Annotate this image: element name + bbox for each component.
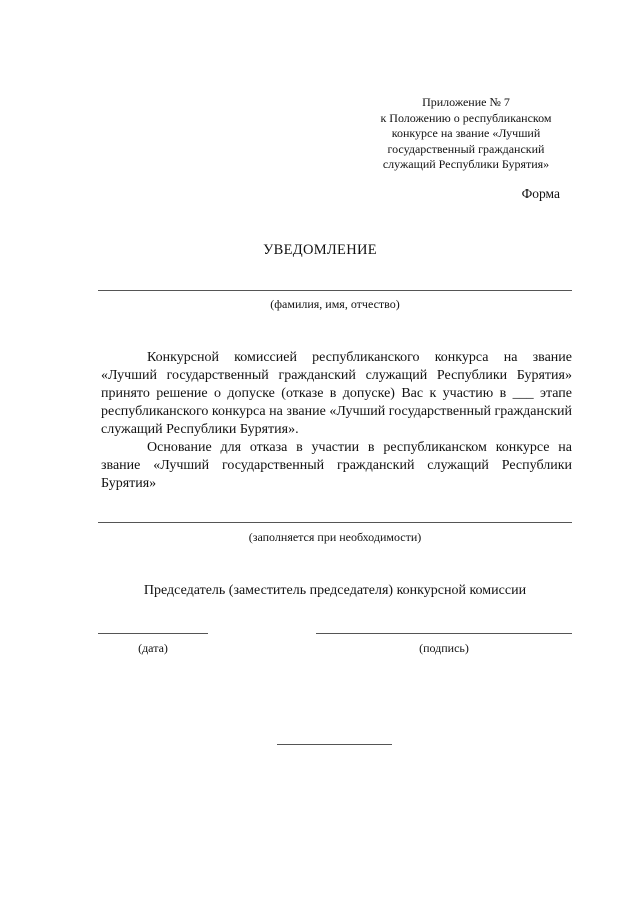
page-end-line xyxy=(277,744,392,745)
appendix-number: Приложение № 7 xyxy=(422,95,510,109)
date-caption: (дата) xyxy=(138,641,168,655)
decision-paragraph: Конкурсной комиссией республиканского конкурса на звание «Лучший государственный гражданский служащий Республики Бурятия» принято решение о допуске (отказе в допуске) Вас к участию в ___ этапе республиканского конкурса на звание «Лучший государственный гражданский служащий Республики Бурятия». xyxy=(101,350,572,437)
fio-caption: (фамилия, имя, отчество) xyxy=(270,297,400,311)
appendix-line: к Положению о республиканском xyxy=(380,110,552,125)
date-line xyxy=(98,633,208,634)
refusal-reason-paragraph: Основание для отказа в участии в республиканском конкурсе на звание «Лучший государственный гражданский служащий Республики Бурятия» xyxy=(101,440,572,491)
fio-line xyxy=(98,290,572,291)
appendix-block xyxy=(352,95,580,173)
signature-caption: (подпись) xyxy=(419,641,469,655)
document-title: УВЕДОМЛЕНИЕ xyxy=(263,242,377,258)
appendix-line: конкурсе на звание «Лучший xyxy=(391,126,541,140)
appendix-line: служащий Республики Бурятия» xyxy=(382,157,550,171)
reason-caption: (заполняется при необходимости) xyxy=(248,530,422,544)
form-label: Форма xyxy=(521,186,560,201)
signature-line xyxy=(316,633,572,634)
notice-body xyxy=(101,349,572,493)
appendix-line: государственный гражданский xyxy=(387,141,545,156)
chairman-label: Председатель (заместитель председателя) конкурсной комиссии xyxy=(143,583,527,598)
reason-line xyxy=(98,522,572,523)
